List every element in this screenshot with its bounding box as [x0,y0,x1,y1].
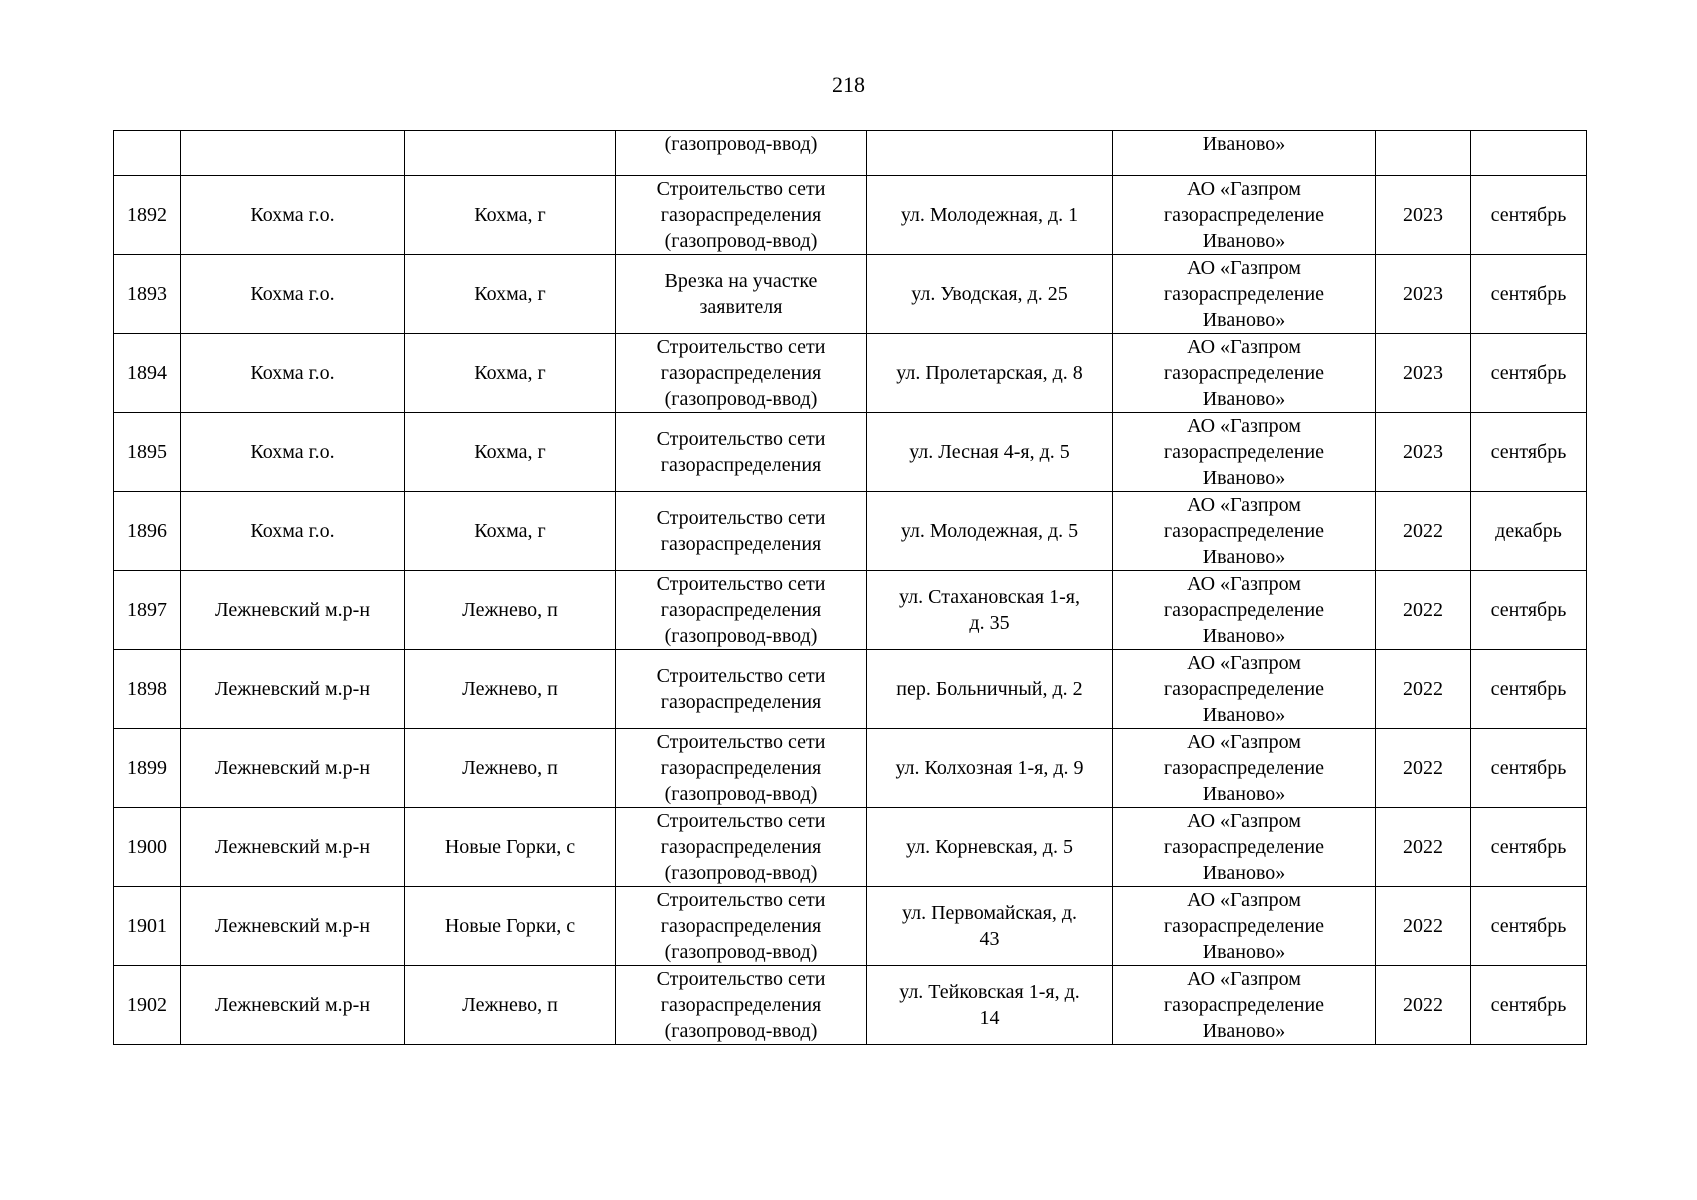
organization-cell: АО «Газпром газораспределение Иваново» [1113,650,1376,729]
table-cell [867,131,1113,176]
month-cell: декабрь [1471,492,1587,571]
year-cell: 2023 [1376,176,1471,255]
year-cell: 2022 [1376,966,1471,1045]
table-row [114,808,1587,887]
table-row [114,334,1587,413]
organization-cell: АО «Газпром газораспределение Иваново» [1113,492,1376,571]
organization-cell: АО «Газпром газораспределение Иваново» [1113,966,1376,1045]
month-cell: сентябрь [1471,571,1587,650]
table-row [114,650,1587,729]
year-cell: 2022 [1376,808,1471,887]
work-type-cell: Строительство сети газораспределения [616,650,867,729]
table-row [114,176,1587,255]
month-cell: сентябрь [1471,966,1587,1045]
month-cell: сентябрь [1471,255,1587,334]
table-cell [181,131,405,176]
address-cell: ул. Молодежная, д. 1 [867,176,1113,255]
district-cell: Лежневский м.р-н [181,650,405,729]
table-row [114,571,1587,650]
address-cell: ул. Тейковская 1-я, д. 14 [867,966,1113,1045]
table-body [114,131,1587,1045]
address-cell: ул. Стахановская 1-я, д. 35 [867,571,1113,650]
table-cell [114,131,181,176]
organization-cell: АО «Газпром газораспределение Иваново» [1113,176,1376,255]
row-number-cell: 1896 [114,492,181,571]
table-cell [1471,131,1587,176]
year-cell: 2023 [1376,255,1471,334]
settlement-cell: Кохма, г [405,492,616,571]
work-type-cell: Строительство сети газораспределения (газопровод-ввод) [616,887,867,966]
district-cell: Кохма г.о. [181,492,405,571]
organization-cell: АО «Газпром газораспределение Иваново» [1113,571,1376,650]
table-cell: Иваново» [1113,131,1376,176]
address-cell: ул. Пролетарская, д. 8 [867,334,1113,413]
row-number-cell: 1899 [114,729,181,808]
district-cell: Лежневский м.р-н [181,887,405,966]
settlement-cell: Лежнево, п [405,729,616,808]
gas-distribution-table [113,130,1587,1045]
organization-cell: АО «Газпром газораспределение Иваново» [1113,887,1376,966]
month-cell: сентябрь [1471,887,1587,966]
year-cell: 2023 [1376,413,1471,492]
table-cell: (газопровод-ввод) [616,131,867,176]
year-cell: 2022 [1376,571,1471,650]
district-cell: Кохма г.о. [181,334,405,413]
table-row [114,492,1587,571]
settlement-cell: Кохма, г [405,413,616,492]
address-cell: пер. Больничный, д. 2 [867,650,1113,729]
row-number-cell: 1895 [114,413,181,492]
settlement-cell: Лежнево, п [405,650,616,729]
row-number-cell: 1900 [114,808,181,887]
organization-cell: АО «Газпром газораспределение Иваново» [1113,255,1376,334]
settlement-cell: Лежнево, п [405,571,616,650]
address-cell: ул. Колхозная 1-я, д. 9 [867,729,1113,808]
row-number-cell: 1897 [114,571,181,650]
address-cell: ул. Первомайская, д. 43 [867,887,1113,966]
district-cell: Кохма г.о. [181,176,405,255]
year-cell: 2022 [1376,650,1471,729]
address-cell: ул. Молодежная, д. 5 [867,492,1113,571]
work-type-cell: Строительство сети газораспределения (газопровод-ввод) [616,176,867,255]
table-row [114,255,1587,334]
settlement-cell: Новые Горки, с [405,808,616,887]
organization-cell: АО «Газпром газораспределение Иваново» [1113,413,1376,492]
organization-cell: АО «Газпром газораспределение Иваново» [1113,334,1376,413]
work-type-cell: Врезка на участке заявителя [616,255,867,334]
settlement-cell: Кохма, г [405,176,616,255]
row-number-cell: 1892 [114,176,181,255]
work-type-cell: Строительство сети газораспределения (газопровод-ввод) [616,571,867,650]
year-cell: 2022 [1376,492,1471,571]
year-cell: 2023 [1376,334,1471,413]
page-number: 218 [832,72,865,97]
settlement-cell: Кохма, г [405,334,616,413]
settlement-cell: Новые Горки, с [405,887,616,966]
month-cell: сентябрь [1471,808,1587,887]
settlement-cell: Кохма, г [405,255,616,334]
table-row [114,887,1587,966]
year-cell: 2022 [1376,729,1471,808]
district-cell: Лежневский м.р-н [181,571,405,650]
table-row [114,413,1587,492]
table-cell [1376,131,1471,176]
row-number-cell: 1894 [114,334,181,413]
work-type-cell: Строительство сети газораспределения (газопровод-ввод) [616,729,867,808]
month-cell: сентябрь [1471,176,1587,255]
row-number-cell: 1893 [114,255,181,334]
address-cell: ул. Корневская, д. 5 [867,808,1113,887]
table-cell [405,131,616,176]
table-row [114,729,1587,808]
month-cell: сентябрь [1471,729,1587,808]
work-type-cell: Строительство сети газораспределения (газопровод-ввод) [616,966,867,1045]
work-type-cell: Строительство сети газораспределения (газопровод-ввод) [616,808,867,887]
month-cell: сентябрь [1471,650,1587,729]
organization-cell: АО «Газпром газораспределение Иваново» [1113,808,1376,887]
month-cell: сентябрь [1471,413,1587,492]
month-cell: сентябрь [1471,334,1587,413]
continuation-row [114,131,1587,176]
table-row [114,966,1587,1045]
address-cell: ул. Лесная 4-я, д. 5 [867,413,1113,492]
district-cell: Лежневский м.р-н [181,808,405,887]
year-cell: 2022 [1376,887,1471,966]
district-cell: Лежневский м.р-н [181,966,405,1045]
work-type-cell: Строительство сети газораспределения [616,492,867,571]
row-number-cell: 1901 [114,887,181,966]
address-cell: ул. Уводская, д. 25 [867,255,1113,334]
organization-cell: АО «Газпром газораспределение Иваново» [1113,729,1376,808]
row-number-cell: 1898 [114,650,181,729]
row-number-cell: 1902 [114,966,181,1045]
district-cell: Лежневский м.р-н [181,729,405,808]
district-cell: Кохма г.о. [181,413,405,492]
district-cell: Кохма г.о. [181,255,405,334]
settlement-cell: Лежнево, п [405,966,616,1045]
work-type-cell: Строительство сети газораспределения [616,413,867,492]
work-type-cell: Строительство сети газораспределения (газопровод-ввод) [616,334,867,413]
